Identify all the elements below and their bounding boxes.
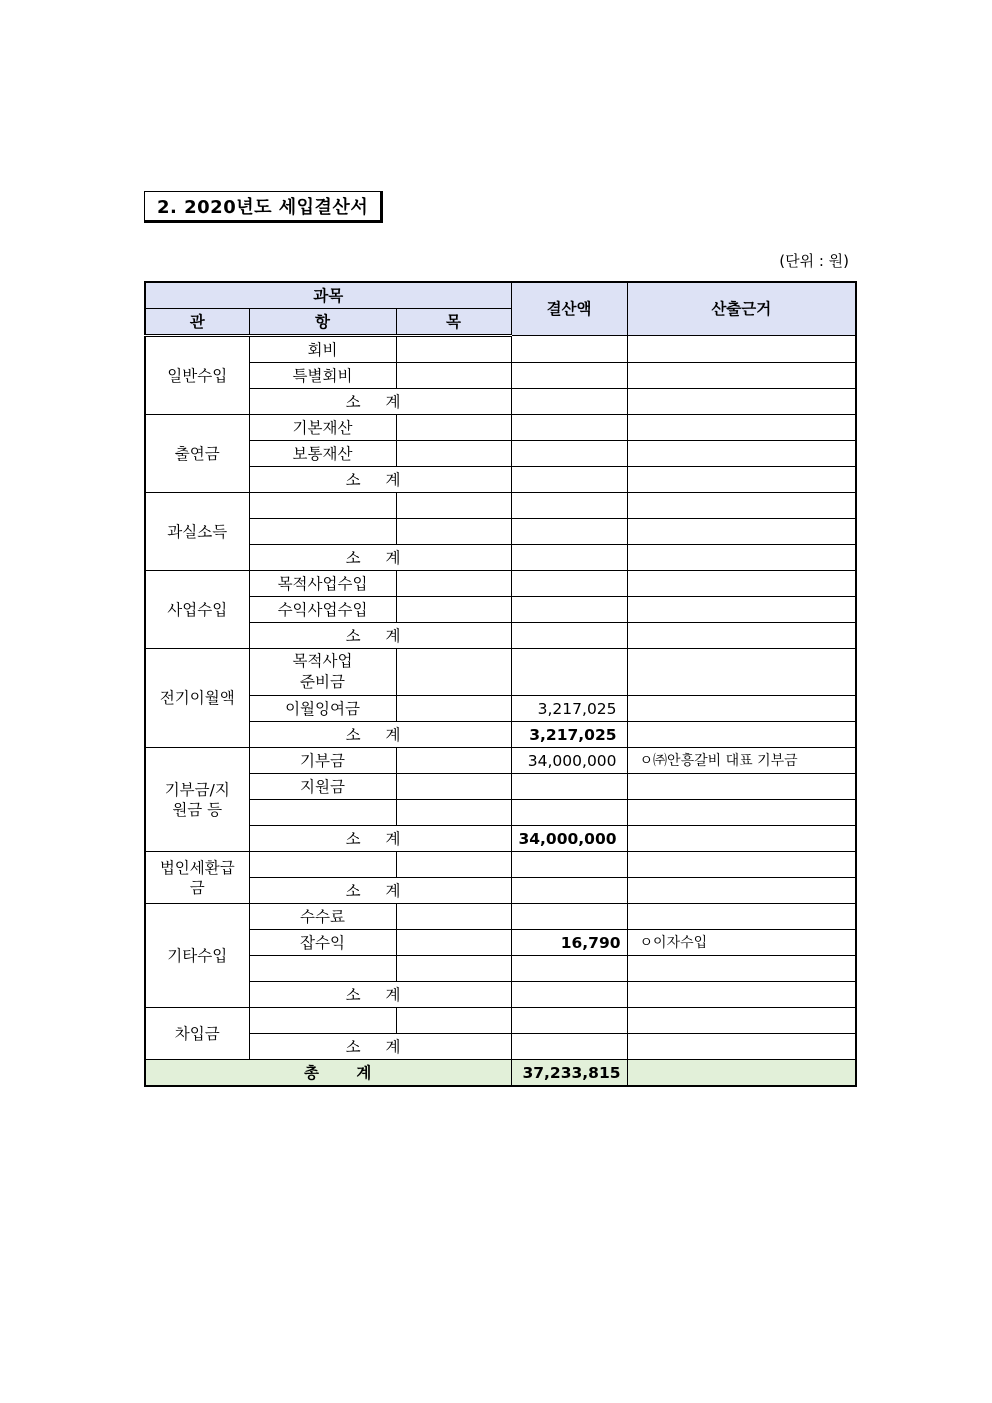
subtotal-label: 소 계 [249, 722, 511, 748]
subtotal-row [145, 545, 856, 571]
item-name: 수수료 [249, 904, 396, 930]
total-amount: 37,233,815 [511, 1060, 627, 1087]
table-row [145, 800, 856, 826]
subtotal-row [145, 982, 856, 1008]
amount-value: 34,000,000 [511, 748, 627, 774]
group-name-line: 원금 등 [172, 800, 223, 819]
group-name [145, 852, 249, 904]
subtotal-label: 소 계 [249, 545, 511, 571]
item-name: 목적사업수입 [249, 571, 396, 597]
header-mok: 목 [396, 309, 511, 336]
table-row [145, 956, 856, 982]
table-row [145, 774, 856, 800]
table-row [145, 1008, 856, 1034]
group-name: 기타수입 [145, 904, 249, 1008]
header-hang: 항 [249, 309, 396, 336]
item-name-line: 목적사업 [292, 652, 353, 670]
revenue-settlement-table [144, 281, 857, 1087]
subtotal-row [145, 623, 856, 649]
basis-note: ㅇ㈜안흥갈비 대표 기부금 [627, 748, 856, 774]
table-row [145, 493, 856, 519]
table-row [145, 597, 856, 623]
item-name: 이월잉여금 [249, 696, 396, 722]
header-basis: 산출근거 [627, 282, 856, 336]
group-name: 차입금 [145, 1008, 249, 1060]
table-row [145, 748, 856, 774]
subtotal-row [145, 826, 856, 852]
page-title: 2. 2020년도 세입결산서 [144, 191, 383, 223]
subtotal-row [145, 722, 856, 748]
table-row [145, 519, 856, 545]
subtotal-row [145, 878, 856, 904]
subtotal-amount: 34,000,000 [511, 826, 627, 852]
group-name [145, 748, 249, 852]
group-name: 출연금 [145, 415, 249, 493]
header-row [145, 282, 856, 309]
item-name [249, 649, 396, 696]
group-name-line: 금 [189, 878, 205, 897]
amount-value: 3,217,025 [511, 696, 627, 722]
group-name-line: 법인세환급 [159, 858, 235, 877]
item-name: 기본재산 [249, 415, 396, 441]
item-name: 특별회비 [249, 363, 396, 389]
group-name-line: 기부금/지 [164, 780, 230, 799]
subtotal-row [145, 1034, 856, 1060]
group-name: 전기이월액 [145, 649, 249, 748]
subtotal-label: 소 계 [249, 389, 511, 415]
total-label: 총 계 [145, 1060, 511, 1087]
table-row [145, 441, 856, 467]
table-row [145, 696, 856, 722]
group-name: 사업수입 [145, 571, 249, 649]
amount-value: 16,790 [511, 930, 627, 956]
subtotal-label: 소 계 [249, 467, 511, 493]
table-row [145, 571, 856, 597]
item-name: 잡수익 [249, 930, 396, 956]
total-row [145, 1060, 856, 1087]
subtotal-label: 소 계 [249, 1034, 511, 1060]
unit-label: (단위 : 원) [779, 252, 849, 270]
basis-note: ㅇ이자수입 [627, 930, 856, 956]
header-amount: 결산액 [511, 282, 627, 336]
item-name: 회비 [249, 336, 396, 363]
table-row [145, 415, 856, 441]
item-name-line: 준비금 [300, 673, 345, 691]
item-name: 기부금 [249, 748, 396, 774]
table-row [145, 852, 856, 878]
table-row [145, 363, 856, 389]
table-row [145, 904, 856, 930]
table-row [145, 336, 856, 363]
item-name: 수익사업수입 [249, 597, 396, 623]
subtotal-row [145, 389, 856, 415]
subtotal-label: 소 계 [249, 878, 511, 904]
table-row [145, 930, 856, 956]
subtotal-row [145, 467, 856, 493]
subtotal-label: 소 계 [249, 982, 511, 1008]
subtotal-amount: 3,217,025 [511, 722, 627, 748]
group-name: 일반수입 [145, 336, 249, 415]
header-subject: 과목 [145, 282, 511, 309]
subtotal-label: 소 계 [249, 826, 511, 852]
subtotal-label: 소 계 [249, 623, 511, 649]
item-name: 보통재산 [249, 441, 396, 467]
group-name: 과실소득 [145, 493, 249, 571]
table-row [145, 649, 856, 696]
item-name: 지원금 [249, 774, 396, 800]
header-gwan: 관 [145, 309, 249, 336]
